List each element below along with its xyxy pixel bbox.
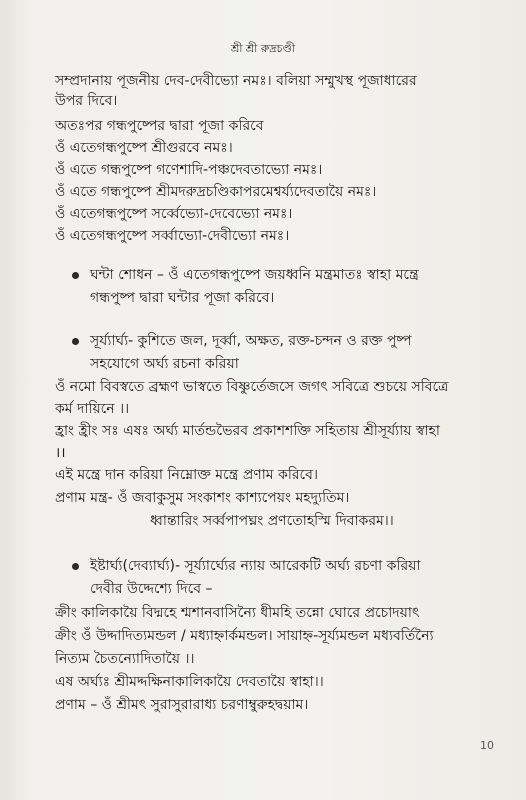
text-line: দেবীর উদ্দেশ্যে দিবে –	[90, 581, 213, 597]
text-line: এষ অর্ঘ্যঃ শ্রীমদ্দক্ষিনাকালিকায়ৈ দেবতায়ৈ স্বাহা।।	[55, 674, 324, 690]
text-line: কর্ম দায়িনে ।।	[55, 401, 130, 417]
text-line: অতঃপর গন্ধপুষ্পের দ্বারা পূজা করিবে	[55, 118, 264, 134]
text-line: প্রণাম – ওঁ শ্রীমৎ সুরাসুরারাধ্য চরণাম্বুরুহদ্বয়াম।	[55, 697, 309, 713]
bullet-icon	[72, 272, 79, 279]
text-line: ইষ্টার্ঘ্য(দেব্যার্ঘ্য)- সূর্য্যার্ঘ্যের ন্যায় আরেকটি অর্ঘ্য রচণা করিয়া	[90, 558, 421, 574]
text-line: ওঁ এতে গন্ধপুষ্পে গণেশাদি-পঞ্চদেবতাভ্যো নমঃ।	[55, 162, 323, 178]
bullet-icon	[72, 338, 79, 345]
text-line: ওঁ নমো বিবস্বতে ব্রহ্মণ ভাস্বতে বিষ্ণুর্তেজসে জগৎ সবিত্রে শুচয়ে সবিত্রে	[55, 379, 449, 395]
text-line: সহযোগে অর্ঘ্য রচনা করিয়া	[90, 356, 239, 372]
text-line: ওঁ এতেগন্ধপুষ্পে সর্ব্বাভ্যো-দেবীভ্যো নমঃ।	[55, 228, 290, 244]
text-line: ওঁ এতে গন্ধপুষ্পে শ্রীমদরুদ্রচণ্ডিকাপরমেশ্বর্য্যদেবতায়ৈ নমঃ।	[55, 184, 377, 200]
text-line: হ্রাং হ্রীং সঃ এষঃ অর্ঘ্য মার্তন্ডভৈরব প্রকাশশক্তি সহিতায় শ্রীসূর্য্যায় স্বাহা	[55, 423, 440, 439]
text-line: উপর দিবে।	[55, 93, 118, 109]
text-line: নিত্যম চৈতন্যোদিতায়ৈ ।।	[55, 651, 195, 667]
text-line: ওঁ এতেগন্ধপুষ্পে সর্ব্বেভ্যো-দেবেভ্যো নমঃ।	[55, 206, 293, 222]
page-number: 10	[480, 739, 494, 752]
text-line: ক্রীং ওঁ উদ্দাদিত্যমন্ডল / মধ্যাহ্নার্কমন্ডল। সায়াহ্ন-সূর্য্যমন্ডল মধ্যবর্তিন্যৈ	[55, 628, 434, 644]
text-line: সূর্য্যার্ঘ্য- কুশিতে জল, দূর্ব্বা, অক্ষত, রক্ত-চন্দন ও রক্ত পুষ্প	[90, 333, 412, 349]
text-line: গন্ধপুষ্প দ্বারা ঘন্টার পূজা করিবে।	[90, 290, 275, 306]
bullet-icon	[72, 563, 79, 570]
text-line: ওঁ এতেগন্ধপুষ্পে শ্রীগুরবে নমঃ।	[55, 140, 233, 156]
running-header: শ্রী শ্রী রুদ্রচণ্ডী	[230, 42, 296, 55]
text-line: সম্প্রদানায় পূজনীয় দেব-দেবীভ্যো নমঃ। বলিয়া সম্মুখস্থ পূজাধারের	[55, 73, 417, 89]
text-line: প্রণাম মন্ত্র- ওঁ জবাকুসুম সংকাশং কাশ্যপেয়ং মহদ্যুতিম।	[55, 490, 350, 506]
text-line: ।।	[55, 445, 66, 461]
text-line: এই মন্ত্রে দান করিয়া নিম্নোক্ত মন্ত্রে প্রণাম করিবে।	[55, 467, 318, 483]
text-line: ক্রীং কালিকায়ৈ বিদ্মহে শ্মশানবাসিন্যৈ ধীমহি তন্নো ঘোরে প্রচোদয়াৎ	[55, 605, 420, 621]
text-line: ঘন্টা শোধন – ওঁ এতেগন্ধপুষ্পে জয়ধ্বনি মন্ত্রমাতঃ স্বাহা মন্ত্রে	[90, 267, 419, 283]
text-line: ধ্বান্তারিং সর্ব্বপাপঘ্নং প্রণতোহস্মি দিবাকরম।।	[150, 513, 394, 529]
